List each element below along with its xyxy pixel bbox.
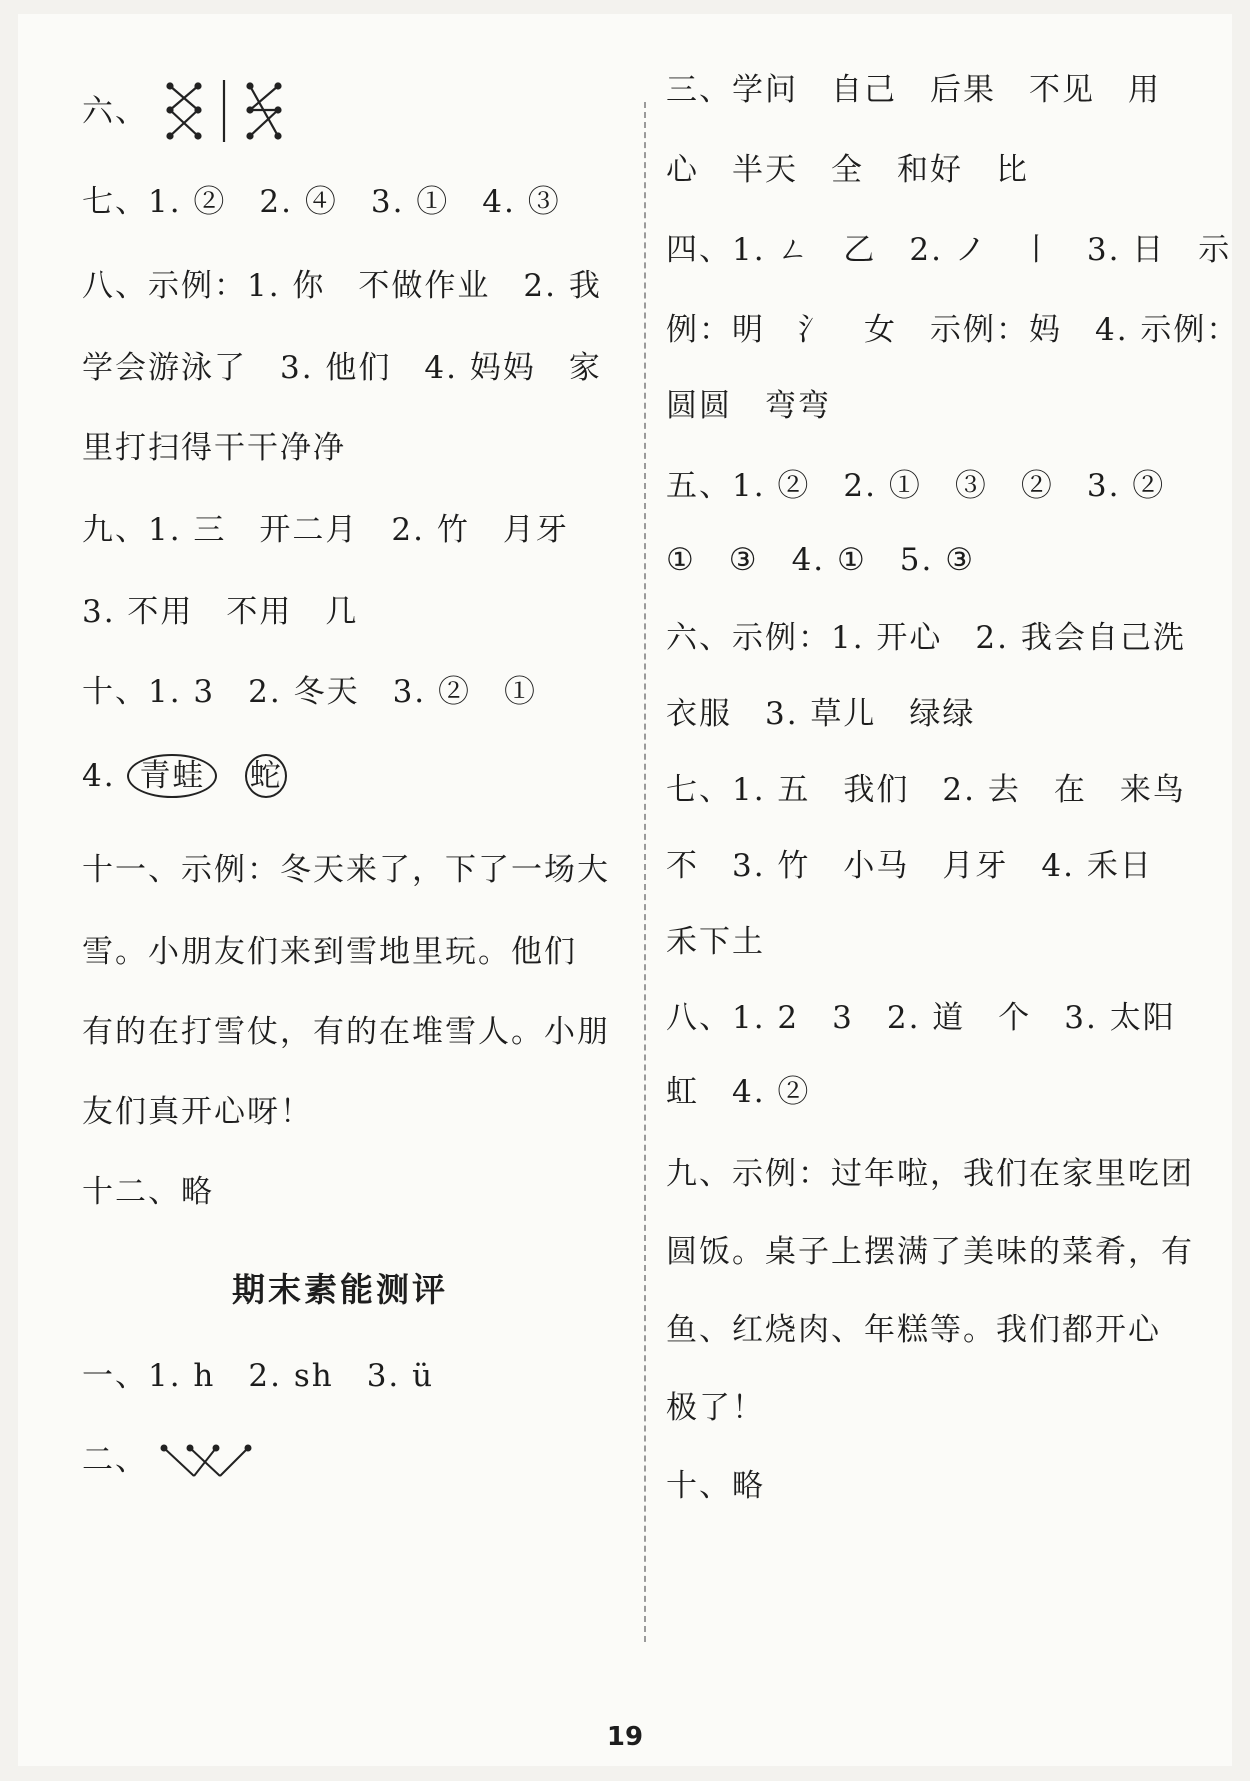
q8-answer-line3: 里打扫得干干净净	[82, 430, 346, 466]
r8-answer-line1: 八、1. 2 3 2. 道 个 3. 太阳	[666, 1000, 1176, 1036]
q6-line	[82, 80, 304, 146]
r10-answer: 十、略	[666, 1468, 765, 1504]
column-divider	[644, 102, 646, 1642]
r8-answer-line2: 虹 4. ②	[666, 1074, 811, 1110]
q11-answer-line3: 有的在打雪仗，有的在堆雪人。小朋	[82, 1014, 610, 1050]
q11-answer-line1: 十一、示例：冬天来了，下了一场大	[82, 852, 610, 888]
r9-answer-line4: 极了！	[666, 1390, 765, 1426]
q8-answer-line2: 学会游泳了 3. 他们 4. 妈妈 家	[82, 350, 602, 386]
r7-answer-line3: 禾下土	[666, 924, 765, 960]
q11-answer-line4: 友们真开心呀！	[82, 1094, 313, 1130]
r6-answer-line2: 衣服 3. 草儿 绿绿	[666, 696, 976, 732]
q10-item4-label: 4.	[82, 758, 116, 794]
q6-label: 六、	[82, 93, 148, 130]
page-number: 19	[606, 1722, 644, 1752]
r3-answer-line1: 三、学问 自己 后果 不见 用	[666, 72, 1161, 108]
r4-answer-line3: 圆圆 弯弯	[666, 388, 831, 424]
q11-answer-line2: 雪。小朋友们来到雪地里玩。他们	[82, 934, 577, 970]
final-q2-label: 二、	[82, 1442, 148, 1478]
r3-answer-line2: 心 半天 全 和好 比	[666, 152, 1029, 188]
r9-answer-line2: 圆饭。桌子上摆满了美味的菜肴，有	[666, 1234, 1194, 1270]
matching-lines-figure-2	[160, 1442, 260, 1482]
q10-answer-line1: 十、1. 3 2. 冬天 3. ② ①	[82, 674, 538, 710]
q9-answer-line2: 3. 不用 不用 几	[82, 594, 359, 630]
circled-word-snake: 蛇	[245, 754, 287, 798]
q8-answer-line1: 八、示例：1. 你 不做作业 2. 我	[82, 268, 602, 304]
answer-page	[18, 14, 1240, 1766]
final-q2-line	[82, 1440, 260, 1482]
r9-answer-line1: 九、示例：过年啦，我们在家里吃团	[666, 1156, 1194, 1192]
matching-lines-figure	[164, 80, 304, 146]
r4-answer-line2: 例：明 氵 女 示例：妈 4. 示例：	[666, 312, 1240, 348]
r7-answer-line2: 不 3. 竹 小马 月牙 4. 禾日	[666, 848, 1153, 884]
r9-answer-line3: 鱼、红烧肉、年糕等。我们都开心	[666, 1312, 1161, 1348]
r5-answer-line2: ① ③ 4. ① 5. ③	[666, 542, 976, 578]
r6-answer-line1: 六、示例：1. 开心 2. 我会自己洗	[666, 620, 1186, 656]
final-q1-answer: 一、1. h 2. sh 3. ü	[82, 1358, 435, 1394]
section-heading: 期末素能测评	[232, 1270, 448, 1309]
q9-answer-line1: 九、1. 三 开二月 2. 竹 月牙	[82, 512, 569, 548]
r5-answer-line1: 五、1. ② 2. ① ③ ② 3. ②	[666, 468, 1166, 504]
r7-answer-line1: 七、1. 五 我们 2. 去 在 来鸟	[666, 772, 1186, 808]
q12-answer: 十二、略	[82, 1174, 214, 1210]
q10-answer-line2	[82, 754, 303, 798]
r4-answer-line1: 四、1. ㄥ 乙 2. ノ 丨 3. 日 示	[666, 232, 1232, 268]
q7-answer: 七、1. ② 2. ④ 3. ① 4. ③	[82, 184, 561, 220]
circled-word-frog: 青蛙	[127, 754, 217, 798]
